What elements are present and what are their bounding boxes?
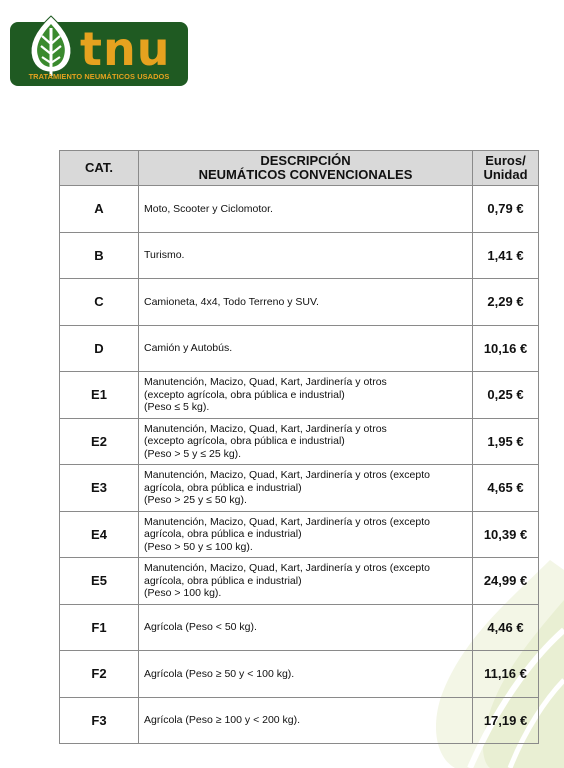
description-cell <box>139 325 473 372</box>
brand-logo <box>10 22 188 86</box>
description-cell <box>139 511 473 558</box>
category-cell: E5 <box>60 558 139 605</box>
price-cell: 0,79 € <box>473 186 539 233</box>
description-line: Manutención, Macizo, Quad, Kart, Jardinería y otros (excepto <box>144 515 430 528</box>
category-cell: E2 <box>60 418 139 465</box>
table-row <box>60 651 539 698</box>
description-line: Manutención, Macizo, Quad, Kart, Jardinería y otros <box>144 376 387 388</box>
description-cell <box>139 465 473 512</box>
description-line: (excepto agrícola, obra pública e industrial) <box>144 435 345 447</box>
description-line: Agrícola (Peso < 50 kg). <box>144 621 257 633</box>
description-cell <box>139 186 473 233</box>
category-cell: F2 <box>60 651 139 698</box>
description-line: Agrícola (Peso ≥ 50 y < 100 kg). <box>144 667 295 680</box>
table-body <box>60 186 539 744</box>
table-row <box>60 186 539 233</box>
category-cell: E4 <box>60 511 139 558</box>
price-cell: 11,16 € <box>473 651 539 698</box>
description-cell <box>139 604 473 651</box>
table-row <box>60 558 539 605</box>
price-cell: 24,99 € <box>473 558 539 605</box>
table-row <box>60 232 539 279</box>
description-cell <box>139 372 473 419</box>
table-row <box>60 325 539 372</box>
category-cell: D <box>60 325 139 372</box>
table-row <box>60 372 539 419</box>
price-cell: 10,39 € <box>473 511 539 558</box>
leaf-icon <box>22 14 80 78</box>
table-row <box>60 697 539 744</box>
price-cell: 17,19 € <box>473 697 539 744</box>
price-cell: 10,16 € <box>473 325 539 372</box>
price-cell: 2,29 € <box>473 279 539 326</box>
tariff-table <box>59 150 539 744</box>
description-line: Moto, Scooter y Ciclomotor. <box>144 202 273 215</box>
description-cell <box>139 279 473 326</box>
table-row <box>60 511 539 558</box>
description-line: agrícola, obra pública e industrial) <box>144 528 302 540</box>
table-row <box>60 465 539 512</box>
logo-tagline: TRATAMIENTO NEUMÁTICOS USADOS <box>28 72 170 81</box>
header-price <box>473 151 539 186</box>
price-cell: 4,65 € <box>473 465 539 512</box>
price-cell: 1,95 € <box>473 418 539 465</box>
table-row <box>60 418 539 465</box>
description-line: Manutención, Macizo, Quad, Kart, Jardinería y otros <box>144 422 387 435</box>
description-cell <box>139 558 473 605</box>
category-cell: A <box>60 186 139 233</box>
price-cell: 1,41 € <box>473 232 539 279</box>
description-line: (Peso > 25 y ≤ 50 kg). <box>144 494 247 506</box>
header-description-line1: DESCRIPCIÓN <box>260 153 351 168</box>
category-cell: E1 <box>60 372 139 419</box>
table-row <box>60 279 539 326</box>
description-line: (Peso > 100 kg). <box>144 587 222 599</box>
description-line: Camioneta, 4x4, Todo Terreno y SUV. <box>144 295 319 308</box>
category-cell: E3 <box>60 465 139 512</box>
description-line: (Peso > 5 y ≤ 25 kg). <box>144 447 242 460</box>
table-header-row <box>60 151 539 186</box>
description-line: (excepto agrícola, obra pública e industrial) <box>144 388 345 401</box>
description-line: Turismo. <box>144 249 185 261</box>
header-cat: CAT. <box>60 151 139 186</box>
description-cell <box>139 697 473 744</box>
description-line: Manutención, Macizo, Quad, Kart, Jardinería y otros (excepto <box>144 562 430 574</box>
logo-wordmark: tnu <box>80 22 171 76</box>
header-description-line2: NEUMÁTICOS CONVENCIONALES <box>198 167 413 182</box>
category-cell: B <box>60 232 139 279</box>
category-cell: F3 <box>60 697 139 744</box>
description-cell <box>139 651 473 698</box>
description-line: agrícola, obra pública e industrial) <box>144 481 302 494</box>
description-cell <box>139 418 473 465</box>
description-line: Agrícola (Peso ≥ 100 y < 200 kg). <box>144 714 301 726</box>
header-description <box>139 151 473 186</box>
description-line: agrícola, obra pública e industrial) <box>144 574 302 587</box>
header-price-line1: Euros/ <box>485 153 526 168</box>
description-line: Camión y Autobús. <box>144 342 233 354</box>
header-price-line2: Unidad <box>483 167 528 182</box>
category-cell: C <box>60 279 139 326</box>
description-cell <box>139 232 473 279</box>
description-line: (Peso > 50 y ≤ 100 kg). <box>144 540 253 553</box>
price-cell: 4,46 € <box>473 604 539 651</box>
description-line: (Peso ≤ 5 kg). <box>144 401 210 413</box>
description-line: Manutención, Macizo, Quad, Kart, Jardinería y otros (excepto <box>144 469 430 481</box>
price-cell: 0,25 € <box>473 372 539 419</box>
category-cell: F1 <box>60 604 139 651</box>
table-row <box>60 604 539 651</box>
